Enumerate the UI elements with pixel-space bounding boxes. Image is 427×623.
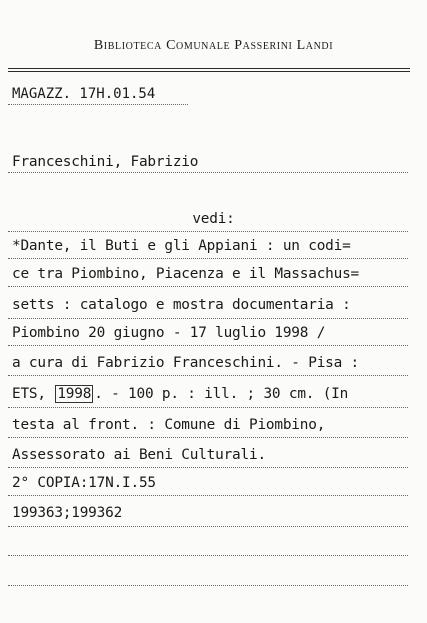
imprint-extent: . - 100 p. : ill. ; 30 cm. (In — [94, 386, 349, 402]
title-line-3: setts : catalogo e mostra documentaria : — [12, 297, 351, 313]
ruled-line — [8, 231, 408, 232]
note-line-2: Assessorato ai Beni Culturali. — [12, 447, 266, 463]
ruled-line — [8, 467, 408, 468]
ruled-line — [8, 345, 408, 346]
ruled-line — [8, 286, 408, 287]
note-line-1: testa al front. : Comune di Piombino, — [12, 417, 326, 433]
library-name: Biblioteca Comunale Passerini Landi — [93, 38, 334, 53]
ruled-line — [8, 318, 408, 319]
imprint-publisher: ETS, — [12, 386, 55, 402]
ruled-line — [8, 258, 408, 259]
title-line-2: ce tra Piombino, Piacenza e il Massachus= — [12, 266, 360, 282]
title-line-5: a cura di Fabrizio Franceschini. - Pisa : — [12, 355, 360, 371]
ruled-line — [8, 437, 408, 438]
title-line-4: Piombino 20 giugno - 17 luglio 1998 / — [12, 325, 326, 341]
imprint-line — [12, 385, 348, 403]
header-rule-bottom — [8, 71, 410, 72]
ruled-line — [8, 585, 408, 586]
ruled-line — [8, 495, 408, 496]
ruled-line — [8, 375, 408, 376]
imprint-year-boxed: 1998 — [57, 386, 92, 402]
title-line-1: *Dante, il Buti e gli Appiani : un codi= — [12, 238, 351, 254]
ruled-line — [8, 407, 408, 408]
copy-note: 2° COPIA:17N.I.55 — [12, 475, 156, 491]
see-reference: vedi: — [192, 211, 235, 227]
shelfmark-rule — [8, 104, 188, 105]
header-rule-top — [8, 68, 410, 69]
ruled-line — [8, 526, 408, 527]
inventory-numbers: 199363;199362 — [12, 505, 123, 521]
author-rule — [8, 172, 408, 173]
author-heading: Franceschini, Fabrizio — [12, 154, 199, 170]
ruled-line — [8, 555, 408, 556]
shelfmark: MAGAZZ. 17H.01.54 — [12, 86, 156, 102]
